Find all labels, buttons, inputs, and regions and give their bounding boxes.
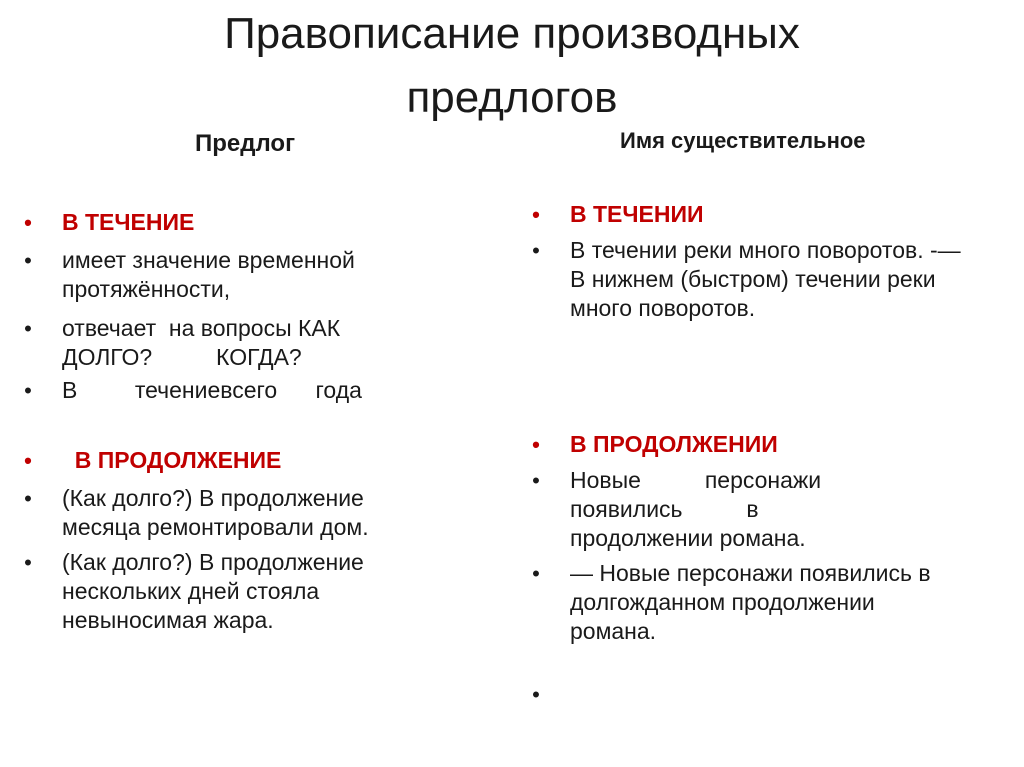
list-item-text-line-1: Новые персонажи: [570, 467, 822, 493]
list-item-text-line-2: появились в: [570, 496, 759, 522]
bullet-icon: •: [532, 202, 540, 227]
bullet-icon: •: [24, 316, 32, 341]
list-item: [18, 314, 418, 372]
list-item-text: В ПРОДОЛЖЕНИИ: [570, 431, 778, 457]
bullet-icon: •: [24, 210, 32, 235]
list-item: [18, 376, 418, 405]
right-list-example: [526, 236, 966, 323]
list-item-text-line-1: отвечает на вопросы КАК: [62, 315, 341, 341]
list-item-v-prodolzhenii: [526, 430, 966, 459]
slide-title-line-2: предлогов: [406, 73, 618, 122]
list-item-text: — Новые персонажи появились в долгожданном продолжении романа.: [570, 560, 931, 644]
bullet-icon: •: [24, 378, 32, 403]
list-item: [526, 559, 966, 646]
list-item-text: (Как долго?) В продолжение месяца ремонтировали дом.: [62, 485, 369, 540]
slide-title-line-1: Правописание производных: [224, 9, 800, 58]
slide-title: [0, 2, 1024, 130]
left-list-examples: [18, 484, 418, 635]
left-column-heading: Предлог: [195, 130, 296, 157]
bullet-icon: •: [24, 448, 32, 473]
list-item-text-line-2: ДОЛГО? КОГДА?: [62, 344, 302, 370]
list-item-text: В ТЕЧЕНИИ: [570, 201, 704, 227]
list-item-text: В ПРОДОЛЖЕНИЕ: [62, 447, 282, 473]
right-column-heading: Имя существительное: [620, 128, 866, 153]
list-item: [526, 466, 966, 553]
list-item: [526, 236, 966, 323]
bullet-icon: •: [24, 248, 32, 273]
list-item-v-prodolzhenie: [18, 446, 418, 475]
list-item-text-line-3: продолжении романа.: [570, 525, 806, 551]
left-list-v-prodolzhenie: [18, 446, 418, 475]
list-item-text: В ТЕЧЕНИЕ: [62, 209, 195, 235]
list-item-text: имеет значение временной протяжённости,: [62, 247, 355, 302]
list-item: [18, 484, 418, 542]
list-item-v-techenii: [526, 200, 966, 229]
left-list: [18, 208, 418, 237]
bullet-icon: •: [532, 432, 540, 457]
bullet-icon: •: [532, 682, 540, 707]
bullet-icon: •: [24, 550, 32, 575]
left-list-meaning: [18, 246, 418, 304]
right-list-v-prodolzhenii: [526, 430, 966, 459]
bullet-icon: •: [532, 468, 540, 493]
list-item-text: В течениевсего года: [62, 377, 362, 403]
bullet-icon: •: [24, 486, 32, 511]
list-item-text: В течении реки много поворотов. -— В нижнем (быстром) течении реки много поворотов.: [570, 237, 961, 321]
left-list-questions: [18, 314, 418, 372]
right-list-examples: [526, 466, 966, 646]
bullet-icon: •: [532, 561, 540, 586]
list-item: [18, 246, 418, 304]
right-list-v-techenii: [526, 200, 966, 229]
list-item-text: (Как долго?) В продолжение нескольких дней стояла невыносимая жара.: [62, 549, 364, 633]
list-item-v-techenie: [18, 208, 418, 237]
left-list-example: [18, 376, 418, 405]
list-item: [18, 548, 418, 635]
bullet-icon: •: [532, 238, 540, 263]
